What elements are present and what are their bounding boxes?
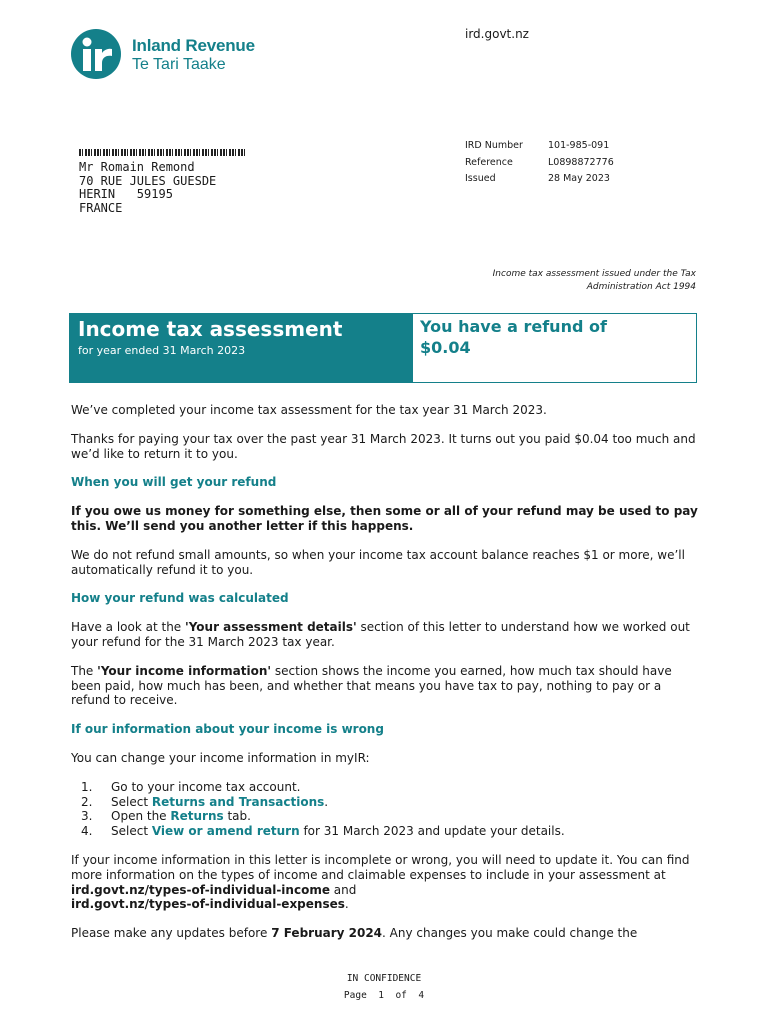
text: If your income information in this letter is incomplete or wrong, you will need to update it. You can find more information on the types of income and claimable expenses to include in your assessment at	[71, 852, 690, 882]
expenses-types-link[interactable]: ird.govt.nz/types-of-individual-expenses	[71, 897, 345, 912]
recipient-name: Mr Romain Remond	[79, 160, 195, 174]
page-current: 1	[378, 990, 384, 1001]
refund-amount: $0.04	[420, 338, 471, 357]
letter-meta	[465, 138, 614, 188]
text: Have a look at the	[71, 620, 186, 635]
refund-panel	[413, 314, 696, 382]
ir-logo-icon	[70, 28, 124, 80]
recipient-street: 70 RUE JULES GUESDE	[79, 173, 217, 188]
step-text	[111, 809, 251, 824]
letter-body	[71, 403, 701, 955]
text: for 31 March 2023 and update your details.	[299, 824, 565, 839]
body-paragraph	[71, 620, 701, 650]
meta-value: L0898872776	[548, 156, 614, 168]
text: Go to your income tax account.	[111, 779, 301, 794]
text: The	[71, 663, 98, 678]
refund-line: You have a refund of	[420, 317, 607, 336]
legal-note: Income tax assessment issued under the Tax Administration Act 1994	[492, 269, 696, 292]
text: Select	[111, 824, 152, 839]
postal-barcode	[79, 149, 247, 156]
body-paragraph: Thanks for paying your tax over the past year 31 March 2023. It turns out you paid $0.04 too much and we’d like to return it to you.	[71, 431, 696, 461]
meta-value: 28 May 2023	[548, 173, 610, 184]
list-item	[71, 809, 701, 824]
body-paragraph: You can change your income information in myIR:	[71, 750, 370, 765]
view-or-amend-return-link[interactable]: View or amend return	[151, 824, 300, 839]
text: .	[324, 794, 329, 809]
body-paragraph	[71, 853, 701, 912]
website-address: ird.govt.nz	[465, 27, 529, 41]
section-heading: When you will get your refund	[71, 475, 277, 490]
logo-subtitle: Te Tari Taake	[132, 55, 226, 73]
logo-name: Inland Revenue	[132, 36, 255, 55]
meta-row-reference	[465, 155, 614, 172]
text: section of this letter to understand how we worked out your refund for the 31 March 2023 tax year.	[71, 620, 690, 649]
meta-label: Issued	[465, 173, 496, 184]
list-item	[71, 795, 701, 810]
text: and	[329, 882, 357, 897]
page-number	[0, 990, 768, 1001]
text: Select	[111, 794, 152, 809]
step-number: 2.	[81, 794, 93, 809]
body-paragraph-bold	[71, 504, 701, 534]
body-paragraph: We do not refund small amounts, so when your income tax account balance reaches $1 or more, we’ll automatically refund it to you.	[71, 547, 685, 577]
returns-and-transactions-link[interactable]: Returns and Transactions	[151, 794, 325, 809]
meta-row-ird	[465, 138, 614, 155]
text: Please make any updates before	[71, 926, 272, 941]
section-heading: How your refund was calculated	[71, 591, 289, 606]
text: Open the	[111, 809, 171, 824]
banner-title: Income tax assessment	[78, 317, 343, 341]
banner-title-panel	[70, 314, 413, 382]
step-text	[111, 824, 565, 839]
bold-text: 'Your income information'	[97, 663, 272, 678]
meta-row-issued	[465, 171, 614, 188]
list-item	[71, 824, 701, 839]
assessment-banner	[69, 313, 697, 383]
recipient-country: FRANCE	[79, 200, 123, 215]
recipient-city: HERIN 59195	[79, 187, 173, 201]
text: . Any changes you make could change the	[382, 926, 638, 941]
bold-text: If you owe us money for something else, then some or all of your refund may be used to pay this. We’ll send you another letter if this happens.	[71, 504, 698, 533]
text: .	[344, 897, 349, 912]
step-number: 4.	[81, 824, 93, 839]
recipient-address	[79, 161, 216, 215]
steps-list	[71, 780, 701, 839]
step-number: 3.	[81, 809, 93, 824]
page-label: Page	[343, 990, 367, 1001]
confidential-label: IN CONFIDENCE	[346, 973, 422, 984]
step-text	[111, 780, 300, 795]
banner-subtitle: for year ended 31 March 2023	[78, 344, 246, 357]
step-text	[111, 795, 328, 810]
meta-label: IRD Number	[465, 140, 523, 151]
inland-revenue-logo	[70, 28, 270, 80]
body-paragraph	[71, 664, 701, 708]
body-paragraph: We’ve completed your income tax assessment for the tax year 31 March 2023.	[71, 403, 547, 417]
section-heading: If our information about your income is wrong	[71, 722, 384, 737]
body-paragraph	[71, 926, 701, 941]
income-types-link[interactable]: ird.govt.nz/types-of-individual-income	[71, 882, 330, 897]
meta-label: Reference	[465, 156, 513, 168]
text: section shows the income you earned, how much tax should have been paid, how much has been, and whether that means you have tax to pay, nothing to pay or a refund to receive.	[71, 663, 672, 708]
page-total: 4	[418, 990, 425, 1001]
page-of: of	[395, 990, 407, 1001]
bold-text: 7 February 2024	[271, 926, 383, 941]
list-item	[71, 780, 701, 795]
meta-value: 101-985-091	[548, 140, 610, 151]
returns-tab-link[interactable]: Returns	[170, 809, 224, 824]
text: tab.	[223, 809, 251, 824]
bold-text: 'Your assessment details'	[185, 620, 357, 635]
step-number: 1.	[81, 779, 93, 794]
